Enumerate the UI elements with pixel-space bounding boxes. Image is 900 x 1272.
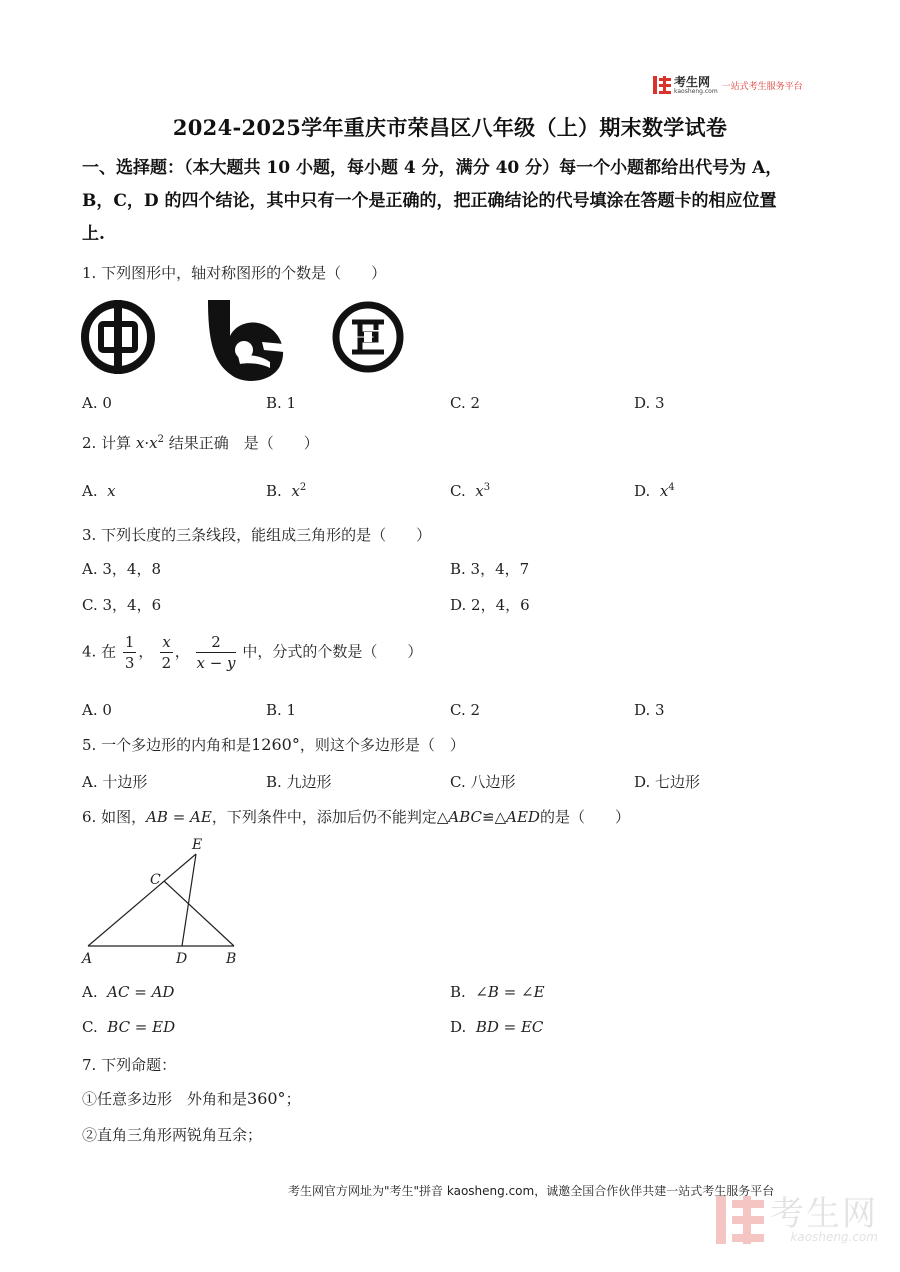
watermark-name: 考生网 (770, 1194, 878, 1234)
q5-option-a[interactable]: A. 十边形 (82, 773, 148, 791)
question-2-stem (82, 432, 319, 453)
q5-option-c[interactable]: C. 八边形 (450, 773, 516, 791)
q1-option-b[interactable]: B. 1 (266, 394, 297, 412)
brand-slogan: 一站式考生服务平台 (721, 81, 803, 92)
q2-option-d[interactable]: D. $x^4$ (634, 482, 675, 500)
q4-prefix: 4. 在 (82, 642, 117, 661)
label-a: A (82, 951, 93, 967)
q6-given: AB = AE (146, 808, 212, 826)
q4-suffix: 中，分式的个数是（ ） (242, 642, 423, 661)
section-instructions (82, 152, 822, 251)
q2-expr-b: x (149, 434, 158, 452)
section-line-2: B，C，D 的四个结论，其中只有一个是正确的，把正确结论的代号填涂在答题卡的相应位置 (82, 191, 777, 211)
q2-expr-a: x (135, 434, 145, 452)
label-d: D (176, 951, 188, 967)
page-title: 2024-2025学年重庆市荣昌区八年级（上）期末数学试卷 (172, 115, 728, 140)
q5-option-d[interactable]: D. 七边形 (634, 773, 701, 791)
watermark-logo-icon (716, 1196, 764, 1244)
q4-fraction-1: $\frac{1}{3}$ (124, 633, 135, 672)
section-line-3: 上. (82, 224, 105, 244)
page-footer: 考生网官方网址为"考生"拼音 kaosheng.com，诚邀全国合作伙伴共建一站式考生服务平台 (288, 1184, 775, 1198)
q6-option-c[interactable]: C. BC = ED (82, 1018, 176, 1036)
q2-option-c[interactable]: C. $x^3$ (450, 482, 491, 500)
icbc-logo-icon (336, 305, 400, 369)
section-line-1: 一、选择题：（本大题共 10 小题，每小题 4 分，满分 40 分）每一个小题都给出代号为 A， (82, 158, 783, 178)
question-7-stem: 7. 下列命题： (82, 1056, 177, 1074)
q7-item-2: ②直角三角形两锐角互余； (82, 1126, 263, 1144)
q4-option-a[interactable]: A. 0 (82, 701, 112, 719)
question-6-triangle-figure (78, 832, 248, 968)
label-c: C (150, 872, 161, 888)
q1-option-d[interactable]: D. 3 (634, 394, 665, 412)
q4-option-c[interactable]: C. 2 (450, 701, 481, 719)
q3-option-d[interactable]: D. 2，4，6 (450, 596, 530, 614)
q5-value: 1260° (251, 735, 300, 754)
q4-option-d[interactable]: D. 3 (634, 701, 665, 719)
q6-option-d[interactable]: D. BD = EC (450, 1018, 544, 1036)
watermark-domain: kaosheng.com (790, 1230, 878, 1244)
question-5-stem: 5. 一个多边形的内角和是1260°，则这个多边形是（ ） (82, 735, 465, 754)
question-1-symbols (80, 296, 420, 382)
q2-suffix: 结果正确 是（ ） (168, 434, 319, 452)
question-3-stem: 3. 下列长度的三条线段，能组成三角形的是（ ） (82, 526, 432, 544)
brand-name: 考生网 (674, 74, 711, 89)
question-6-stem: 6. 如图，AB = AE，下列条件中，添加后仍不能判定△ABC≌△AED的是（ ） (82, 808, 630, 826)
bank-of-china-logo-icon (85, 300, 151, 374)
q2-dot: · (144, 434, 150, 452)
cib-bank-logo-icon (208, 300, 284, 381)
label-b: B (226, 951, 237, 967)
q4-fraction-2: $\frac{x}{2}$ (161, 633, 172, 672)
label-e: E (192, 837, 203, 853)
q2-option-a[interactable]: A. x (82, 482, 116, 500)
q3-option-b[interactable]: B. 3，4，7 (450, 560, 530, 578)
q1-option-a[interactable]: A. 0 (82, 394, 112, 412)
kaosheng-logo-icon (653, 76, 671, 94)
q7-item-1: ①任意多边形 外角和是360°； (82, 1089, 301, 1108)
q4-option-b[interactable]: B. 1 (266, 701, 297, 719)
q2-prefix: 2. 计算 (82, 434, 132, 452)
question-1-stem: 1. 下列图形中，轴对称图形的个数是（ ） (82, 264, 387, 282)
q2-option-b[interactable]: B. $x^2$ (266, 482, 307, 500)
question-4-stem: 4. 在 $\frac{1}{3}$ ， $\frac{x}{2}$ ， $\frac{2}{x - y}$ 中，分式的个数是（ ） (82, 633, 423, 672)
brand-domain: kaosheng.com (674, 87, 718, 95)
q2-exp: 2 (157, 434, 164, 445)
q5-option-b[interactable]: B. 九边形 (266, 773, 332, 791)
q6-option-b[interactable]: B. ∠B = ∠E (450, 983, 545, 1001)
q4-fraction-3: $\frac{2}{x - y}$ (196, 633, 236, 672)
brand-logo (653, 74, 803, 96)
q1-option-c[interactable]: C. 2 (450, 394, 481, 412)
watermark (716, 1196, 878, 1244)
q3-option-a[interactable]: A. 3，4，8 (82, 560, 161, 578)
q3-option-c[interactable]: C. 3，4，6 (82, 596, 162, 614)
q6-option-a[interactable]: A. AC = AD (82, 983, 175, 1001)
